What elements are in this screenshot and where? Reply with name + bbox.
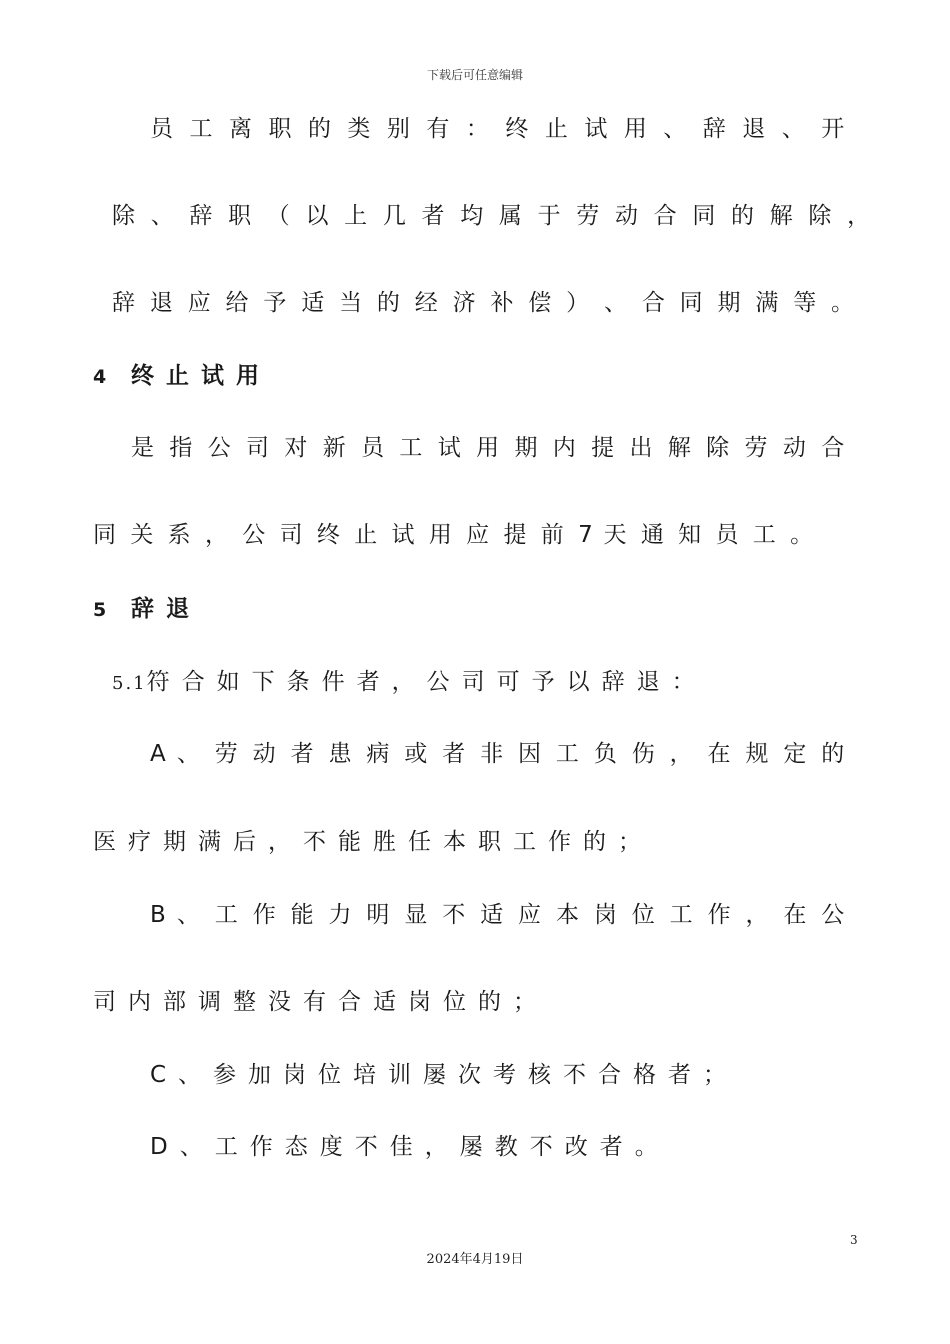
list-item-a-continued: 医疗期满后，不能胜任本职工作的； [93,829,653,855]
section-number: 4 [93,366,107,388]
paragraph-line: 同 关 系 ， 公 司 终 止 试 用 应 提 前 7 天 通 知 员 工 。 [93,522,814,548]
paragraph-line: 员 工 离 职 的 类 别 有 ： 终 止 试 用 、 辞 退 、 开 [150,116,845,142]
section-heading-5 [93,598,201,621]
list-item-a: A 、 劳 动 者 患 病 或 者 非 因 工 负 伤 ， 在 规 定 的 [150,741,845,767]
list-item-b-continued: 司内部调整没有合适岗位的； [93,989,548,1015]
section-number: 5 [93,599,107,621]
list-item-c: C、参加岗位培训屡次考核不合格者； [150,1062,739,1088]
subsection-number: 5.1 [112,673,147,694]
section-title: 辞退 [131,596,201,622]
subsection-text: 符合如下条件者，公司可予以辞退： [146,669,707,695]
page-number: 3 [850,1233,858,1247]
paragraph-line: 除 、 辞 职 （ 以 上 几 者 均 属 于 劳 动 合 同 的 解 除 ， [112,203,871,229]
header-note: 下载后可任意编辑 [426,68,523,82]
list-item-d: D、工作态度不佳，屡教不改者。 [150,1134,670,1160]
list-item-b: B 、 工 作 能 力 明 显 不 适 应 本 岗 位 工 作 ， 在 公 [150,902,845,928]
section-heading-4 [93,365,271,388]
section-title: 终止试用 [131,363,271,389]
subsection-5-1 [112,671,707,694]
paragraph-line: 辞 退 应 给 予 适 当 的 经 济 补 偿 ） 、 合 同 期 满 等 。 [112,290,855,316]
paragraph-line: 是 指 公 司 对 新 员 工 试 用 期 内 提 出 解 除 劳 动 合 [131,435,845,461]
footer-date: 2024年4月19日 [426,1252,524,1267]
